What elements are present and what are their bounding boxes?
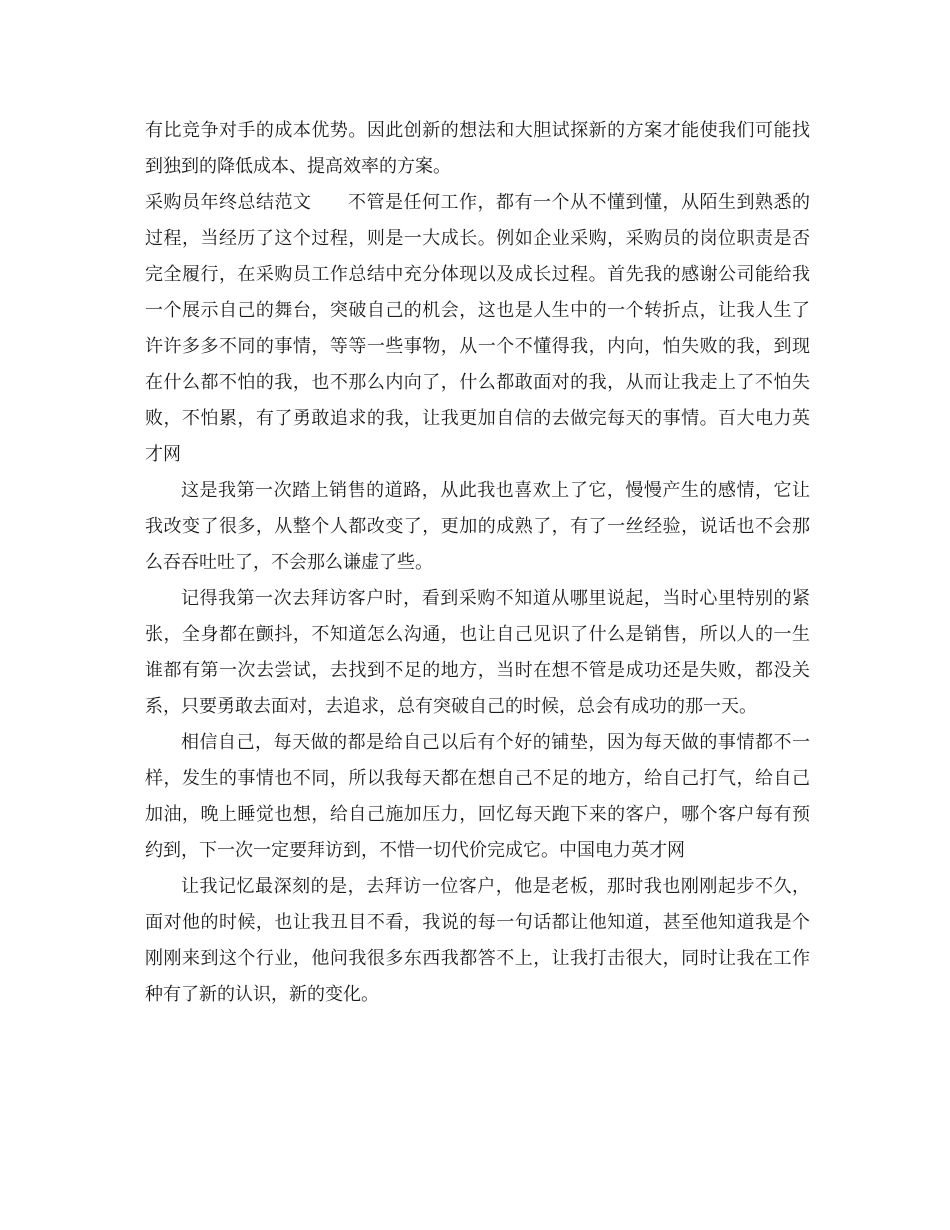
paragraph-0 [145,113,810,185]
paragraph-5-text: 让我记忆最深刻的是，去拜访一位客户，他是老板，那时我也刚刚起步不久，面对他的时候，也让我丑目不看，我说的每一句话都让他知道，甚至他知道我是个刚刚来到这个行业，他问我很多东西我都答不上，让我打击很大，同时让我在工作种有了新的认识，新的变化。 [145,876,810,1005]
document-page [145,113,810,1013]
paragraph-3-text: 记得我第一次去拜访客户时，看到采购不知道从哪里说起，当时心里特别的紧张，全身都在颤抖，不知道怎么沟通，也让自己见识了什么是销售，所以人的一生谁都有第一次去尝试，去找到不足的地方，当时在想不管是成功还是失败，都没关系，只要勇敢去面对，去追求，总有突破自己的时候，总会有成功的那一天。 [145,588,810,717]
paragraph-2 [145,473,810,581]
paragraph-2-text: 这是我第一次踏上销售的道路，从此我也喜欢上了它，慢慢产生的感情，它让我改变了很多，从整个人都改变了，更加的成熟了，有了一丝经验，说话也不会那么吞吞吐吐了，不会那么谦虚了些。 [145,480,810,573]
paragraph-0-text: 有比竞争对手的成本优势。因此创新的想法和大胆试探新的方案才能使我们可能找到独到的降低成本、提高效率的方案。 [145,120,810,177]
paragraph-1 [145,185,810,473]
paragraph-4 [145,725,810,869]
paragraph-1-text: 不管是任何工作，都有一个从不懂到懂，从陌生到熟悉的过程，当经历了这个过程，则是一大成长。例如企业采购，采购员的岗位职责是否完全履行，在采购员工作总结中充分体现以及成长过程。首先我的感谢公司能给我一个展示自己的舞台，突破自己的机会，这也是人生中的一个转折点，让我人生了许许多多不同的事情，等等一些事物，从一个不懂得我，内向，怕失败的我，到现在什么都不怕的我，也不那么内向了，什么都敢面对的我，从而让我走上了不怕失败，不怕累，有了勇敢追求的我，让我更加自信的去做完每天的事情。百大电力英才网 [145,192,810,465]
paragraph-5 [145,869,810,1013]
paragraph-4-text: 相信自己，每天做的都是给自己以后有个好的铺垫，因为每天做的事情都不一样，发生的事情也不同，所以我每天都在想自己不足的地方，给自己打气，给自己加油，晚上睡觉也想，给自己施加压力，回忆每天跑下来的客户，哪个客户每有预约到，下一次一定要拜访到，不惜一切代价完成它。中国电力英才网 [145,732,810,861]
paragraph-3 [145,581,810,725]
section-title: 采购员年终总结范文 [145,192,312,213]
